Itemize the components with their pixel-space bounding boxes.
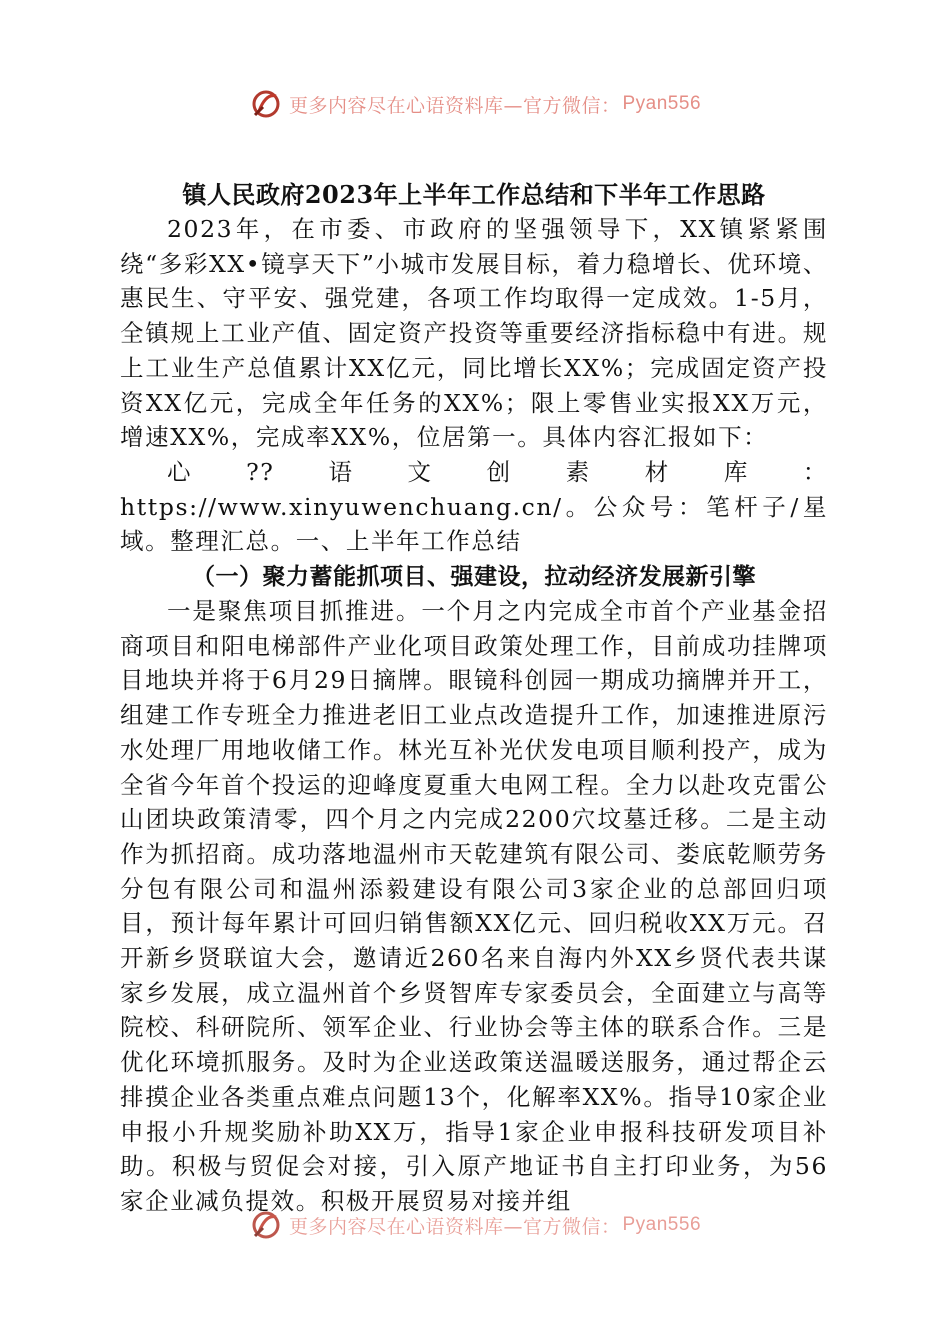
header-watermark [0,82,950,126]
brand-logo-icon [249,87,283,121]
watermark-wechat-id: Pyan556 [622,93,702,114]
section-heading: （一）聚力蓄能抓项目、强建设，拉动经济发展新引擎 [192,563,756,591]
watermark-text: 更多内容尽在心语资料库—官方微信： [288,94,621,117]
body-paragraph: 一是聚焦项目抓推进。一个月之内完成全市首个产业基金招商项目和阳电梯部件产业化项目政策处理工作，目前成功挂牌项目地块并将于6月29日摘牌。眼镜科创园一期成功摘牌并开工，组建工作专班全力推进老旧工业点改造提升工作，加速推进原污水处理厂用地收储工作。林光互补光伏发电项目顺利投产，成为全省今年首个投运的迎峰度夏重大电网工程。全力以赴攻克雷公山团块政策清零，四个月之内完成2200穴坟墓迁移。二是主动作为抓招商。成功落地温州市天乾建筑有限公司、娄底乾顺劳务分包有限公司和温州添毅建设有限公司3家企业的总部回归项目，预计每年累计可回归销售额XX亿元、回归税收XX万元。召开新乡贤联谊大会，邀请近260名来自海内外XX乡贤代表共谋家乡发展，成立温州首个乡贤智库专家委员会，全面建立与高等院校、科研院所、领军企业、行业协会等主体的联系合作。三是优化环境抓服务。及时为企业送政策送温暖送服务，通过帮企云排摸企业各类重点难点问题13个，化解率XX%。指导10家企业申报小升规奖励补助XX万，指导1家企业申报科技研发项目补助。积极与贸促会对接，引入原产地证书自主打印业务，为56家企业减负提效。积极开展贸易对接并组 [120,597,828,1215]
brand-logo-icon [249,1208,283,1242]
intro-paragraph: 2023年，在市委、市政府的坚强领导下，XX镇紧紧围绕“多彩XX•镜享天下”小城市发展目标，着力稳增长、优环境、惠民生、守平安、强党建，各项工作均取得一定成效。1-5月，全镇规上工业产值、固定资产投资等重要经济指标稳中有进。规上工业生产总值累计XX亿元，同比增长XX%；完成固定资产投资XX亿元，完成全年任务的XX%；限上零售业实报XX万元，增速XX%，完成率XX%，位居第一。具体内容汇报如下： [120,215,828,452]
document-body [120,178,828,1219]
footer-watermark [0,1203,950,1247]
source-note-paragraph: 心??语文创素材库：https://www.xinyuwenchuang.cn/。公众号：笔杆子/星域。整理汇总。一、上半年工作总结 [120,457,828,556]
watermark-text: 更多内容尽在心语资料库—官方微信： [288,1215,621,1238]
watermark-wechat-id: Pyan556 [622,1214,702,1235]
page-title: 镇人民政府2023年上半年工作总结和下半年工作思路 [182,180,766,209]
